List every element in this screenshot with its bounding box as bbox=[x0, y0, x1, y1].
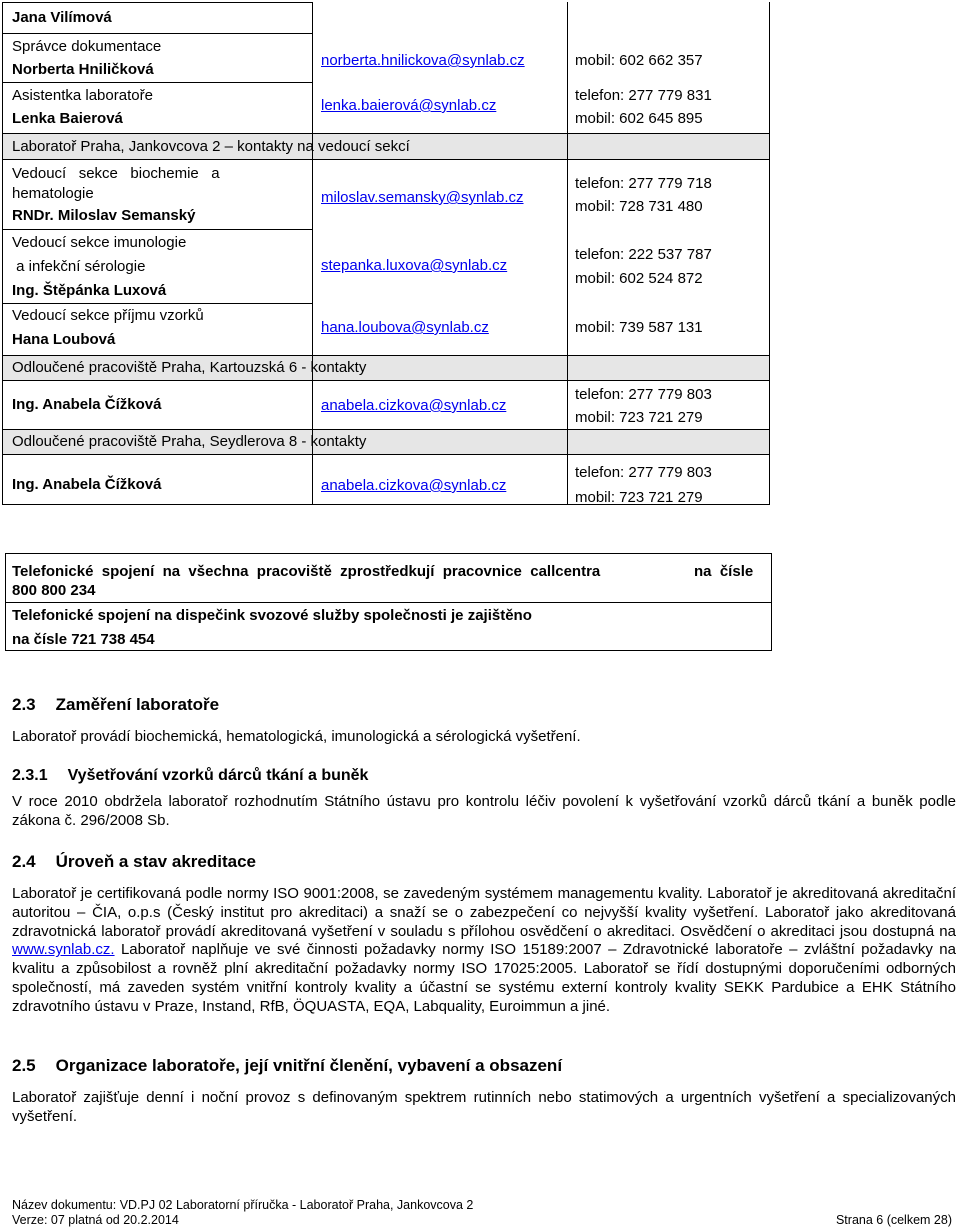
role-intake: Vedoucí sekce příjmu vzorků bbox=[12, 307, 204, 324]
phone-seydlerova-2: mobil: 723 721 279 bbox=[575, 489, 703, 506]
heading-2-5 bbox=[12, 1056, 562, 1076]
heading-2-4-title: Úroveň a stav akreditace bbox=[55, 852, 256, 871]
section-title-jankovcova: Laboratoř Praha, Jankovcova 2 – kontakty na vedoucí sekcí bbox=[12, 138, 410, 155]
name-doc-admin: Norberta Hniličková bbox=[12, 61, 154, 78]
phone-doc-admin: mobil: 602 662 357 bbox=[575, 52, 703, 69]
email-assistant[interactable]: lenka.baierová@synlab.cz bbox=[321, 97, 497, 114]
phone-box-line3: Telefonické spojení na dispečink svozové služby společnosti je zajištěno bbox=[12, 607, 532, 624]
email-seydlerova[interactable]: anabela.cizkova@synlab.cz bbox=[321, 477, 507, 494]
phone-box-line1-end: na čísle bbox=[694, 563, 754, 580]
section-title-seydlerova: Odloučené pracoviště Praha, Seydlerova 8 - kontakty bbox=[12, 433, 367, 450]
footer-version: Verze: 07 platná od 20.2.2014 bbox=[12, 1213, 179, 1227]
phone-seydlerova-1: telefon: 277 779 803 bbox=[575, 464, 712, 481]
role-assistant: Asistentka laboratoře bbox=[12, 87, 153, 104]
email-doc-admin[interactable]: norberta.hnilickova@synlab.cz bbox=[321, 52, 525, 69]
name-seydlerova: Ing. Anabela Čížková bbox=[12, 476, 162, 493]
phone-kartouzska-1: telefon: 277 779 803 bbox=[575, 386, 712, 403]
text-2-4-a: Laboratoř je certifikovaná podle normy ISO 9001:2008, se zavedeným systémem managementu kvality. Laboratoř je akreditovaná akreditační autoritou – ČIA, o.p.s (Český institut pro akreditaci) a snaží se o zabezpečení co nejvyšší kvality vyšetření. Laboratoř jako akreditovaná zdravotnická laboratoř provádí akreditovaná vyšetření v souladu s přílohou osvědčení o akreditaci. Osvědčení o akreditaci jsou dostupná na bbox=[12, 885, 956, 940]
name-kartouzska: Ing. Anabela Čížková bbox=[12, 396, 162, 413]
phone-box-line2: 800 800 234 bbox=[12, 582, 96, 599]
role-biochem-line2: hematologie bbox=[12, 185, 94, 202]
role-immuno-line1: Vedoucí sekce imunologie bbox=[12, 234, 187, 251]
phone-biochem-2: mobil: 728 731 480 bbox=[575, 198, 703, 215]
heading-2-3-1-num: 2.3.1 bbox=[12, 767, 48, 784]
heading-2-3-title: Zaměření laboratoře bbox=[55, 695, 220, 714]
heading-2-5-num: 2.5 bbox=[12, 1056, 36, 1075]
phone-assistant-2: mobil: 602 645 895 bbox=[575, 110, 703, 127]
phone-biochem-1: telefon: 277 779 718 bbox=[575, 175, 712, 192]
footer-page: Strana 6 (celkem 28) bbox=[835, 1213, 952, 1227]
role-immuno-line2: a infekční sérologie bbox=[12, 258, 146, 275]
name-biochem: RNDr. Miloslav Semanský bbox=[12, 207, 196, 224]
phone-kartouzska-2: mobil: 723 721 279 bbox=[575, 409, 703, 426]
heading-2-3-1-title: Vyšetřování vzorků dárců tkání a buněk bbox=[67, 767, 369, 784]
phone-intake: mobil: 739 587 131 bbox=[575, 319, 703, 336]
section-title-kartouzska: Odloučené pracoviště Praha, Kartouzská 6 - kontakty bbox=[12, 359, 367, 376]
role-biochem-line1: Vedoucí sekce biochemie a bbox=[12, 165, 220, 182]
phone-assistant-1: telefon: 277 779 831 bbox=[575, 87, 712, 104]
heading-2-3-num: 2.3 bbox=[12, 695, 36, 714]
name-immuno: Ing. Štěpánka Luxová bbox=[12, 282, 167, 299]
text-2-3: Laboratoř provádí biochemická, hematologická, imunologická a sérologická vyšetření. bbox=[12, 728, 581, 745]
email-kartouzska[interactable]: anabela.cizkova@synlab.cz bbox=[321, 397, 507, 414]
phone-immuno-1: telefon: 222 537 787 bbox=[575, 246, 712, 263]
name-assistant: Lenka Baierová bbox=[12, 110, 123, 127]
phone-box-line1: Telefonické spojení na všechna pracoviště zprostředkují pracovnice callcentra bbox=[12, 563, 601, 580]
text-2-4-b: Laboratoř naplňuje ve své činnosti požadavky normy ISO 15189:2007 – Zdravotnické laboratoře – zvláštní požadavky na kvalitu a způsobilost a rovněž plní akreditační požadavky normy ISO 17025:2005. Laboratoř se řídí dostupnými doporučeními odborných společností, má zaveden systém vnitřní kontroly kvality a účastní se systému externí kontroly kvality SEKK Pardubice a EHK Státního zdravotního ústavu v Praze, Instand, RfB, ÖQUASTA, EQA, Labquality, Euroimmun a jiné. bbox=[12, 941, 956, 1015]
role-doc-admin: Správce dokumentace bbox=[12, 38, 162, 55]
heading-2-4-num: 2.4 bbox=[12, 852, 36, 871]
heading-2-4 bbox=[12, 852, 256, 872]
text-2-3-1: V roce 2010 obdržela laboratoř rozhodnutím Státního ústavu pro kontrolu léčiv povolení k vyšetřování vzorků dárců tkání a buněk podle zákona č. 296/2008 Sb. bbox=[12, 793, 956, 829]
heading-2-5-title: Organizace laboratoře, její vnitřní členění, vybavení a obsazení bbox=[55, 1056, 563, 1075]
email-biochem[interactable]: miloslav.semansky@synlab.cz bbox=[321, 189, 524, 206]
heading-2-3 bbox=[12, 695, 219, 715]
email-immuno[interactable]: stepanka.luxova@synlab.cz bbox=[321, 257, 508, 274]
email-intake[interactable]: hana.loubova@synlab.cz bbox=[321, 319, 489, 336]
head-name: Jana Vilímová bbox=[12, 9, 112, 26]
phone-immuno-2: mobil: 602 524 872 bbox=[575, 270, 703, 287]
phone-box-line4: na čísle 721 738 454 bbox=[12, 631, 155, 648]
name-intake: Hana Loubová bbox=[12, 331, 116, 348]
synlab-link[interactable]: www.synlab.cz. bbox=[12, 941, 115, 959]
heading-2-3-1 bbox=[12, 767, 368, 785]
text-2-5: Laboratoř zajišťuje denní i noční provoz s definovaným spektrem rutinních nebo statimových a urgentních vyšetření a specializovaných vyšetření. bbox=[12, 1089, 956, 1125]
footer-doc-name: Název dokumentu: VD.PJ 02 Laboratorní příručka - Laboratoř Praha, Jankovcova 2 bbox=[12, 1198, 474, 1212]
text-2-4 bbox=[12, 885, 956, 1017]
